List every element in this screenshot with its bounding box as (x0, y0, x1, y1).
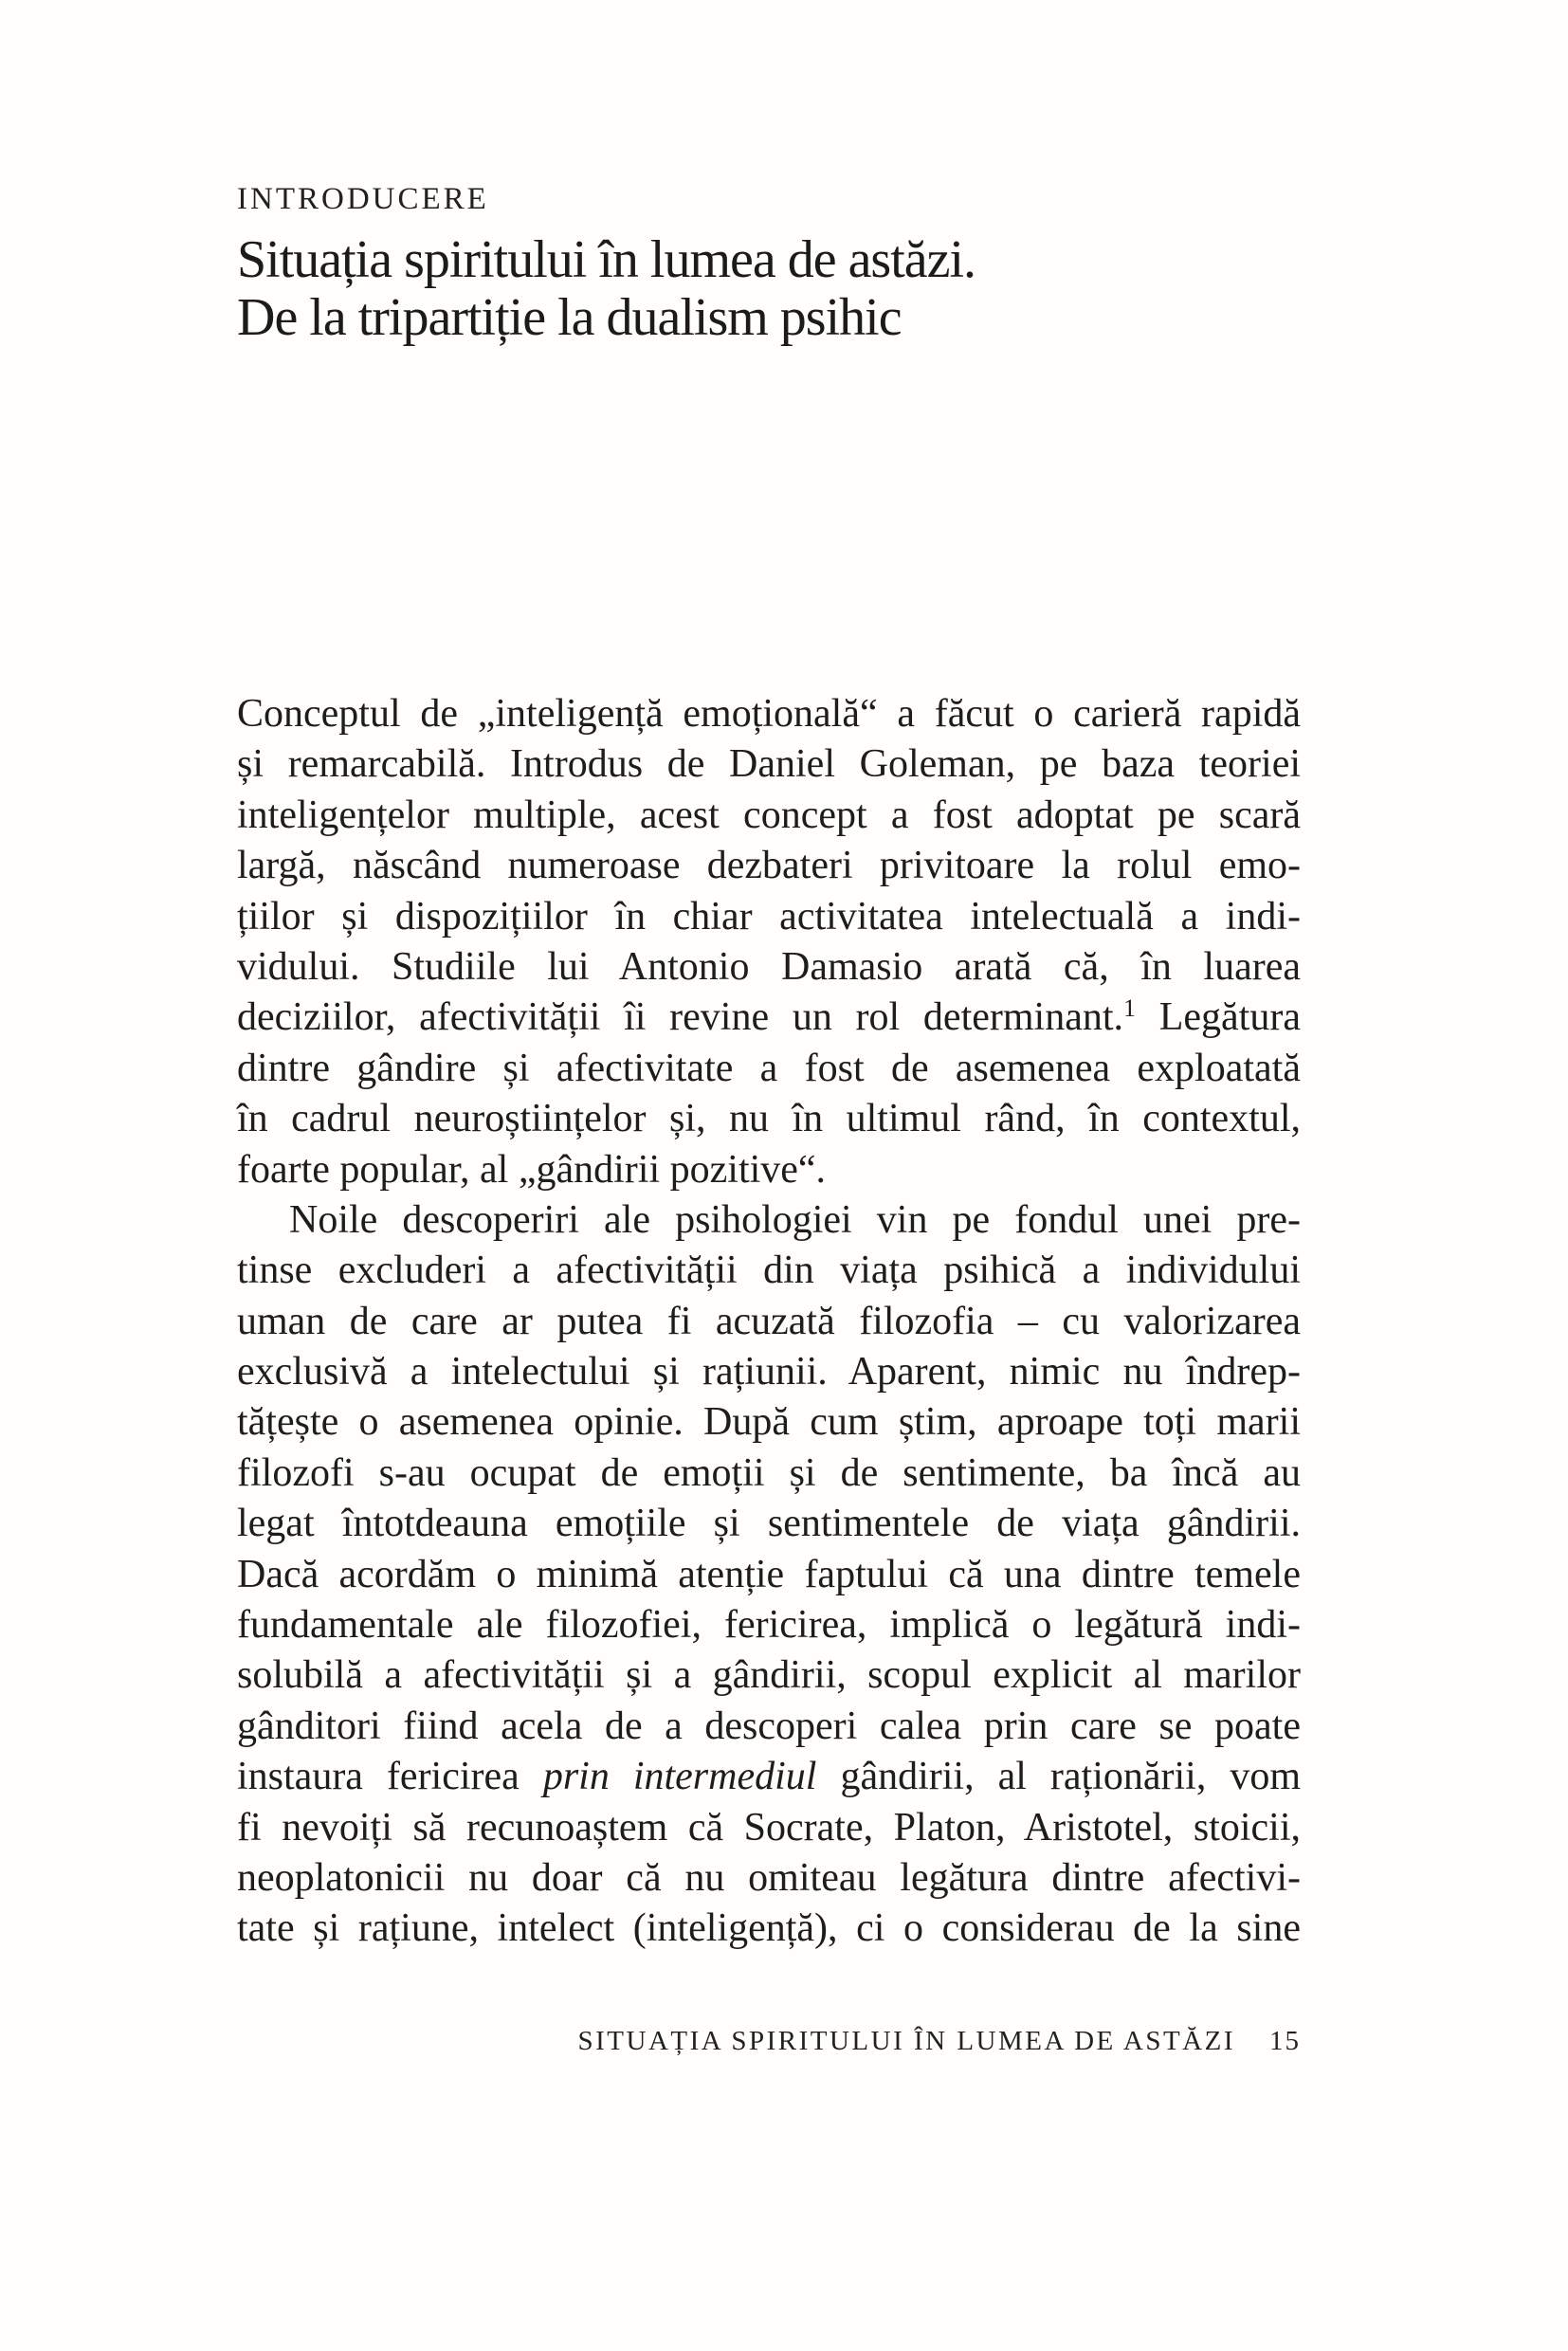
text-run: tate și rațiune, intelect (inteligență), ci o considerau de la sine (237, 1906, 1301, 1951)
running-footer (237, 2023, 1301, 2059)
body-line (237, 1094, 1301, 1144)
body-line (237, 892, 1301, 942)
body-line (237, 1449, 1301, 1499)
body-line (237, 1297, 1301, 1347)
text-run: tățește o asemenea opinie. După cum știm, aproape toți marii (237, 1400, 1301, 1445)
body-line (237, 1347, 1301, 1397)
text-run: fi nevoiți să recunoaștem că Socrate, Platon, Aristotel, stoicii, (237, 1805, 1301, 1850)
body-line (237, 1600, 1301, 1650)
body-line (237, 1702, 1301, 1752)
body-line (237, 1145, 1301, 1195)
text-run: solubilă a afectivității și a gândirii, scopul explicit al marilor (237, 1653, 1301, 1698)
text-run: și remarcabilă. Introdus de Daniel Goleman, pe baza teoriei (237, 742, 1301, 787)
footnote-reference: 1 (1123, 994, 1137, 1023)
text-run: Legătura (1136, 995, 1301, 1040)
text-run: vidului. Studiile lui Antonio Damasio arată că, în luarea (237, 944, 1301, 989)
text-run: legat întotdeauna emoțiile și sentimentele de viața gândirii. (237, 1502, 1301, 1546)
text-run: uman de care ar putea fi acuzată filozofia – cu valorizarea (237, 1299, 1301, 1343)
body-line (237, 1803, 1301, 1853)
body-line (237, 791, 1301, 841)
text-run: filozofi s-au ocupat de emoții și de sentimente, ba încă au (237, 1450, 1301, 1495)
text-run: țiilor și dispozițiilor în chiar activitatea intelectuală a indi- (237, 894, 1301, 939)
text-run: gânditori fiind acela de a descoperi calea prin care se poate (237, 1704, 1301, 1748)
italic-phrase: prin intermediul (542, 1755, 817, 1799)
text-run: dintre gândire și afectivitate a fost de asemenea exploatată (237, 1046, 1301, 1090)
body-line (237, 739, 1301, 790)
text-run: în cadrul neuroștiințelor și, nu în ultimul rând, în contextul, (237, 1097, 1301, 1141)
text-run: largă, născând numeroase dezbateri privitoare la rolul emo- (237, 844, 1301, 888)
text-run: exclusivă a intelectului și rațiunii. Aparent, nimic nu îndrep- (237, 1350, 1301, 1394)
body-line (237, 1752, 1301, 1802)
text-run: Dacă acordăm o minimă atenție faptului că una dintre temele (237, 1552, 1301, 1596)
page-number: 15 (1269, 2026, 1301, 2056)
body-line (237, 1853, 1301, 1904)
body-line (237, 689, 1301, 739)
text-run: tinse excluderi a afectivității din viața psihică a individului (237, 1248, 1301, 1293)
chapter-title-line1: Situația spiritului în lumea de astăzi. (237, 230, 976, 289)
body-text (237, 689, 1301, 1955)
running-title: SITUAȚIA SPIRITULUI ÎN LUMEA DE ASTĂZI (577, 2026, 1235, 2056)
chapter-title-line2: De la tripartiție la dualism psihic (237, 288, 902, 347)
text-run: foarte popular, al „gândirii pozitive“. (237, 1147, 827, 1192)
text-run: instaura fericirea (237, 1755, 543, 1799)
body-line (237, 993, 1301, 1043)
chapter-kicker: INTRODUCERE (237, 182, 489, 216)
body-line (237, 1195, 1301, 1246)
body-line (237, 1044, 1301, 1094)
text-run: neoplatonicii nu doar că nu omiteau legătura dintre afectivi- (237, 1855, 1301, 1900)
body-line (237, 1650, 1301, 1701)
text-run: deciziilor, afectivității îi revine un rol determinant. (237, 995, 1124, 1040)
body-line (237, 841, 1301, 891)
body-line (237, 1499, 1301, 1549)
body-line (237, 1397, 1301, 1448)
body-line (237, 942, 1301, 993)
body-line (237, 1550, 1301, 1600)
text-run: inteligențelor multiple, acest concept a fost adoptat pe scară (237, 793, 1301, 837)
text-run: Noile descoperiri ale psihologiei vin pe fondul unei pre- (289, 1197, 1301, 1242)
chapter-title (237, 231, 975, 347)
body-line (237, 1246, 1301, 1296)
text-run: gândirii, al raționării, vom (816, 1755, 1301, 1799)
body-line (237, 1904, 1301, 1954)
text-run: fundamentale ale filozofiei, fericirea, implică o legătură indi- (237, 1603, 1301, 1648)
text-run: Conceptul de „inteligență emoțională“ a făcut o carieră rapidă (237, 692, 1301, 736)
